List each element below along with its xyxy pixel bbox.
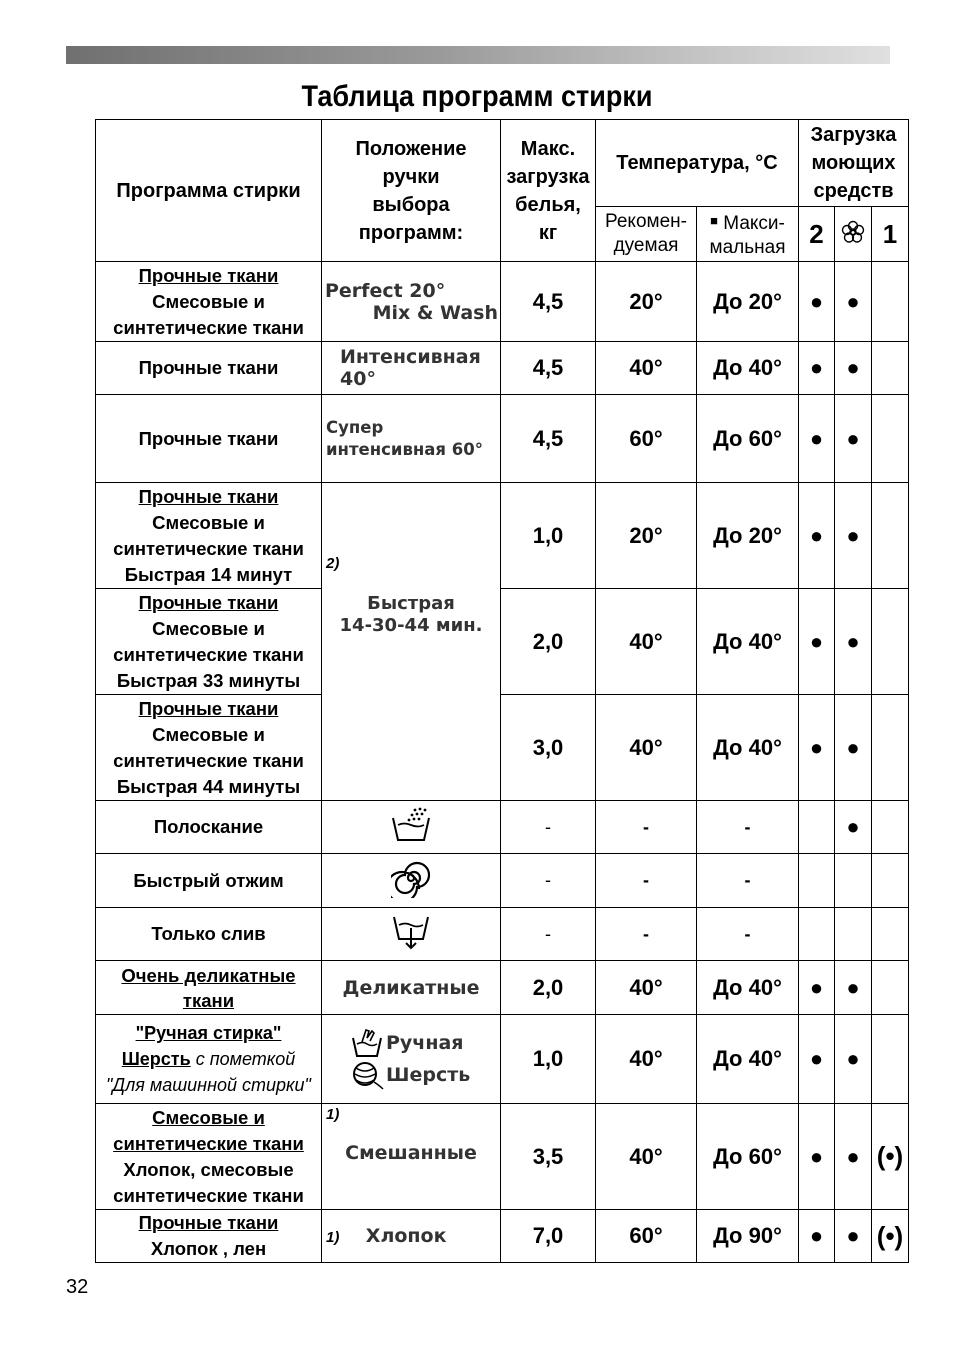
max-load: 4,5 [501,342,596,395]
temp-maximum: До 20° [697,262,799,342]
table-row [96,1015,909,1104]
temp-recommended: 40° [596,695,697,801]
program-name: Только слив [96,908,322,961]
temp-recommended: 20° [596,483,697,589]
temp-maximum: До 40° [697,342,799,395]
compartment-2-mark: ● [799,395,835,483]
max-load: - [501,908,596,961]
temp-maximum: До 40° [697,961,799,1015]
table-row [96,961,909,1015]
temp-maximum: До 40° [697,695,799,801]
temp-maximum: До 40° [697,1015,799,1104]
program-name: Прочные ткани Смесовые и синтетические ткани Быстрая 33 минуты [96,589,322,695]
temp-maximum: До 90° [697,1210,799,1263]
temp-maximum: До 60° [697,1104,799,1210]
max-load: 2,0 [501,961,596,1015]
max-load: 4,5 [501,395,596,483]
temp-recommended: 60° [596,1210,697,1263]
knob-position: 1) Хлопок [322,1210,501,1263]
compartment-1-mark [872,342,909,395]
temp-maximum: - [697,908,799,961]
program-name: Полоскание [96,801,322,854]
rinse-icon [389,806,433,844]
compartment-2-mark [799,854,835,908]
program-name: Прочные ткани Смесовые и синтетические ткани [96,262,322,342]
program-name: Прочные ткани Смесовые и синтетические ткани Быстрая 44 минуты [96,695,322,801]
compartment-2-mark: ● [799,695,835,801]
page-title: Таблица программ стирки [301,80,653,113]
compartment-2-mark: ● [799,342,835,395]
table-row [96,483,909,589]
knob-position: Ручная Шерсть [322,1015,501,1104]
compartment-2-mark: ● [799,1015,835,1104]
program-name: Прочные ткани [96,395,322,483]
compartment-softener-mark: ● [835,695,872,801]
table-row [96,854,909,908]
program-name: Прочные ткани [96,342,322,395]
compartment-2-mark: ● [799,483,835,589]
temp-maximum: До 20° [697,483,799,589]
temp-maximum: До 60° [697,395,799,483]
table-row [96,1104,909,1210]
knob-position: Супер интенсивная 60° [322,395,501,483]
compartment-1-mark [872,483,909,589]
compartment-2-mark [799,908,835,961]
temp-recommended: 60° [596,395,697,483]
compartment-1-mark [872,854,909,908]
max-load: 4,5 [501,262,596,342]
header-program: Программа стирки [96,120,322,262]
program-name: Быстрый отжим [96,854,322,908]
program-name: Смесовые и синтетические ткани Хлопок, смесовые синтетические ткани [96,1104,322,1210]
temp-recommended: 40° [596,961,697,1015]
temp-recommended: - [596,854,697,908]
compartment-1-mark [872,961,909,1015]
compartment-1-mark [872,1015,909,1104]
max-load: - [501,854,596,908]
knob-position [322,908,501,961]
compartment-softener-mark: ● [835,395,872,483]
max-load: 1,0 [501,1015,596,1104]
header-position: Положение ручки выбора программ: [322,120,501,262]
temp-recommended: - [596,801,697,854]
compartment-1-mark [872,695,909,801]
max-load: 2,0 [501,589,596,695]
max-load: 3,5 [501,1104,596,1210]
temp-maximum: - [697,854,799,908]
max-load: 3,0 [501,695,596,801]
knob-position [322,801,501,854]
spin-icon [391,858,431,898]
compartment-softener-mark [835,908,872,961]
compartment-1-mark: (•) [872,1104,909,1210]
max-load: - [501,801,596,854]
compartment-2-mark: ● [799,589,835,695]
temp-maximum: До 40° [697,589,799,695]
table-row [96,695,909,801]
header-temp-recommended: Рекомен- дуемая [596,207,697,262]
temp-recommended: - [596,908,697,961]
wool-icon [350,1060,384,1090]
temp-recommended: 40° [596,589,697,695]
compartment-softener-mark: ● [835,961,872,1015]
compartment-1-mark: (•) [872,1210,909,1263]
header-compartment-2: 2 [799,207,835,262]
compartment-softener-mark: ● [835,342,872,395]
compartment-softener-mark: ● [835,801,872,854]
max-load: 1,0 [501,483,596,589]
compartment-softener-mark: ● [835,1104,872,1210]
compartment-softener-mark: ● [835,262,872,342]
knob-position: Интенсивная 40° [322,342,501,395]
compartment-2-mark: ● [799,262,835,342]
knob-position-quick: 2) Быстрая 14-30-44 мин. [322,483,501,801]
knob-position: Perfect 20° Mix & Wash [322,262,501,342]
knob-position [322,854,501,908]
program-table [95,119,909,1263]
compartment-1-mark [872,262,909,342]
temp-recommended: 40° [596,1015,697,1104]
compartment-2-mark: ● [799,961,835,1015]
header-detergent: Загрузка моющих средств [799,120,909,207]
knob-position: Деликатные [322,961,501,1015]
compartment-2-mark: ● [799,1104,835,1210]
compartment-1-mark [872,801,909,854]
compartment-softener-mark: ● [835,1210,872,1263]
header-compartment-1: 1 [872,207,909,262]
header-max-load: Макс. загрузка белья, кг [501,120,596,262]
table-row [96,908,909,961]
table-row [96,395,909,483]
header-bar [66,46,890,64]
temp-recommended: 40° [596,1104,697,1210]
program-name: "Ручная стирка" Шерсть с пометкой "Для машинной стирки" [96,1015,322,1104]
header-temp-maximum: ■ Макси- мальная [697,207,799,262]
table-row [96,801,909,854]
temp-maximum: - [697,801,799,854]
table-row [96,589,909,695]
compartment-softener-mark: ● [835,1015,872,1104]
header-compartment-softener [835,207,872,262]
table-row [96,1210,909,1263]
compartment-1-mark [872,395,909,483]
program-name: Очень деликатные ткани [96,961,322,1015]
compartment-1-mark [872,589,909,695]
header-temperature: Температура, °С [596,120,799,207]
drain-icon [391,913,431,951]
temp-recommended: 20° [596,262,697,342]
compartment-softener-mark [835,854,872,908]
max-load: 7,0 [501,1210,596,1263]
flower-icon [840,219,866,245]
compartment-softener-mark: ● [835,589,872,695]
program-name: Прочные ткани Хлопок , лен [96,1210,322,1263]
compartment-1-mark [872,908,909,961]
hand-wash-icon [350,1028,384,1058]
temp-recommended: 40° [596,342,697,395]
compartment-2-mark: ● [799,1210,835,1263]
compartment-softener-mark: ● [835,483,872,589]
page-number: 32 [66,1276,89,1298]
knob-position: 1) Смешанные [322,1104,501,1210]
program-name: Прочные ткани Смесовые и синтетические ткани Быстрая 14 минут [96,483,322,589]
table-row [96,342,909,395]
table-row [96,262,909,342]
compartment-2-mark [799,801,835,854]
